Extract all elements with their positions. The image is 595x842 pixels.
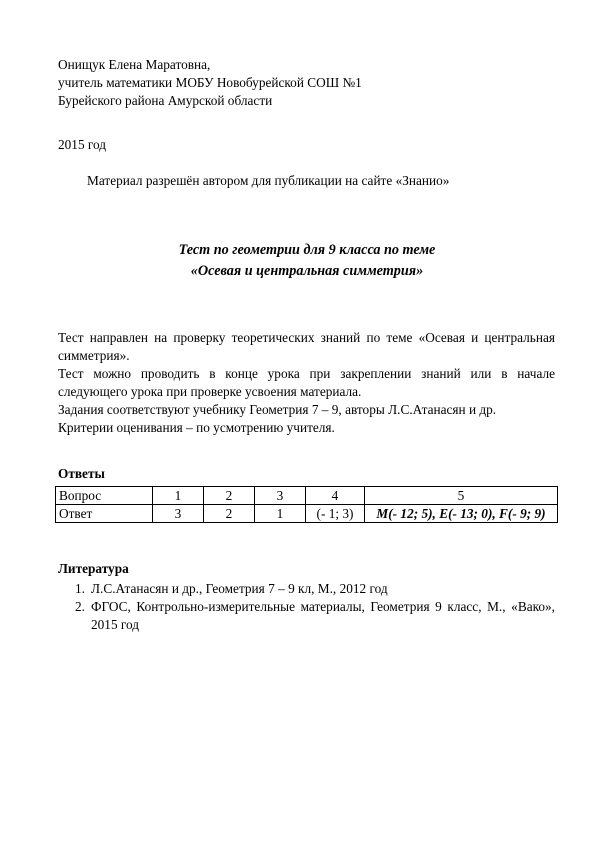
table-cell: Вопрос: [56, 487, 153, 505]
table-cell: 2: [204, 505, 255, 523]
table-cell: 2: [204, 487, 255, 505]
table-cell: 5: [365, 487, 558, 505]
table-cell: 4: [306, 487, 365, 505]
table-cell: Ответ: [56, 505, 153, 523]
title-line-2: «Осевая и центральная симметрия»: [190, 263, 424, 279]
list-item-number: 1.: [75, 581, 85, 596]
description: [58, 329, 555, 437]
author-region: Бурейского района Амурской области: [58, 93, 273, 108]
table-cell: 3: [153, 505, 204, 523]
author-name: Онищук Елена Маратовна,: [58, 57, 211, 72]
author-position: учитель математики МОБУ Новобурейской СОШ №1: [58, 75, 362, 90]
publication-permission: Материал разрешён автором для публикации на сайте «Знанио»: [87, 173, 450, 188]
table-cell: 1: [255, 505, 306, 523]
answers-table: [55, 486, 558, 523]
table-cell: (- 1; 3): [306, 505, 365, 523]
list-item-text: ФГОС, Контрольно-измерительные материалы, Геометрия 9 класс, М., «Вако», 2015 год: [91, 599, 555, 632]
description-paragraph: Задания соответствуют учебнику Геометрия 7 – 9, авторы Л.С.Атанасян и др.: [58, 402, 497, 417]
answers-heading: Ответы: [58, 466, 105, 481]
document-year: 2015 год: [58, 137, 107, 152]
literature-heading: Литература: [58, 561, 129, 576]
list-item-text: Л.С.Атанасян и др., Геометрия 7 – 9 кл, М., 2012 год: [91, 581, 388, 596]
table-cell: 1: [153, 487, 204, 505]
list-item: [58, 598, 555, 634]
list-item-number: 2.: [75, 599, 85, 614]
description-paragraph: Тест направлен на проверку теоретических знаний по теме «Осевая и центральная симметрия».: [58, 330, 555, 363]
description-paragraph: Критерии оценивания – по усмотрению учителя.: [58, 420, 335, 435]
list-item: [58, 580, 555, 598]
document-title: [58, 240, 556, 282]
table-cell: M(- 12; 5), E(- 13; 0), F(- 9; 9): [365, 505, 558, 523]
author-block: [58, 56, 538, 110]
table-cell: 3: [255, 487, 306, 505]
title-line-1: Тест по геометрии для 9 класса по теме: [178, 242, 436, 258]
table-row: [56, 505, 558, 523]
description-paragraph: Тест можно проводить в конце урока при закреплении знаний или в начале следующего урока при проверке усвоения материала.: [58, 366, 555, 399]
literature-list: [58, 580, 555, 634]
table-row: [56, 487, 558, 505]
